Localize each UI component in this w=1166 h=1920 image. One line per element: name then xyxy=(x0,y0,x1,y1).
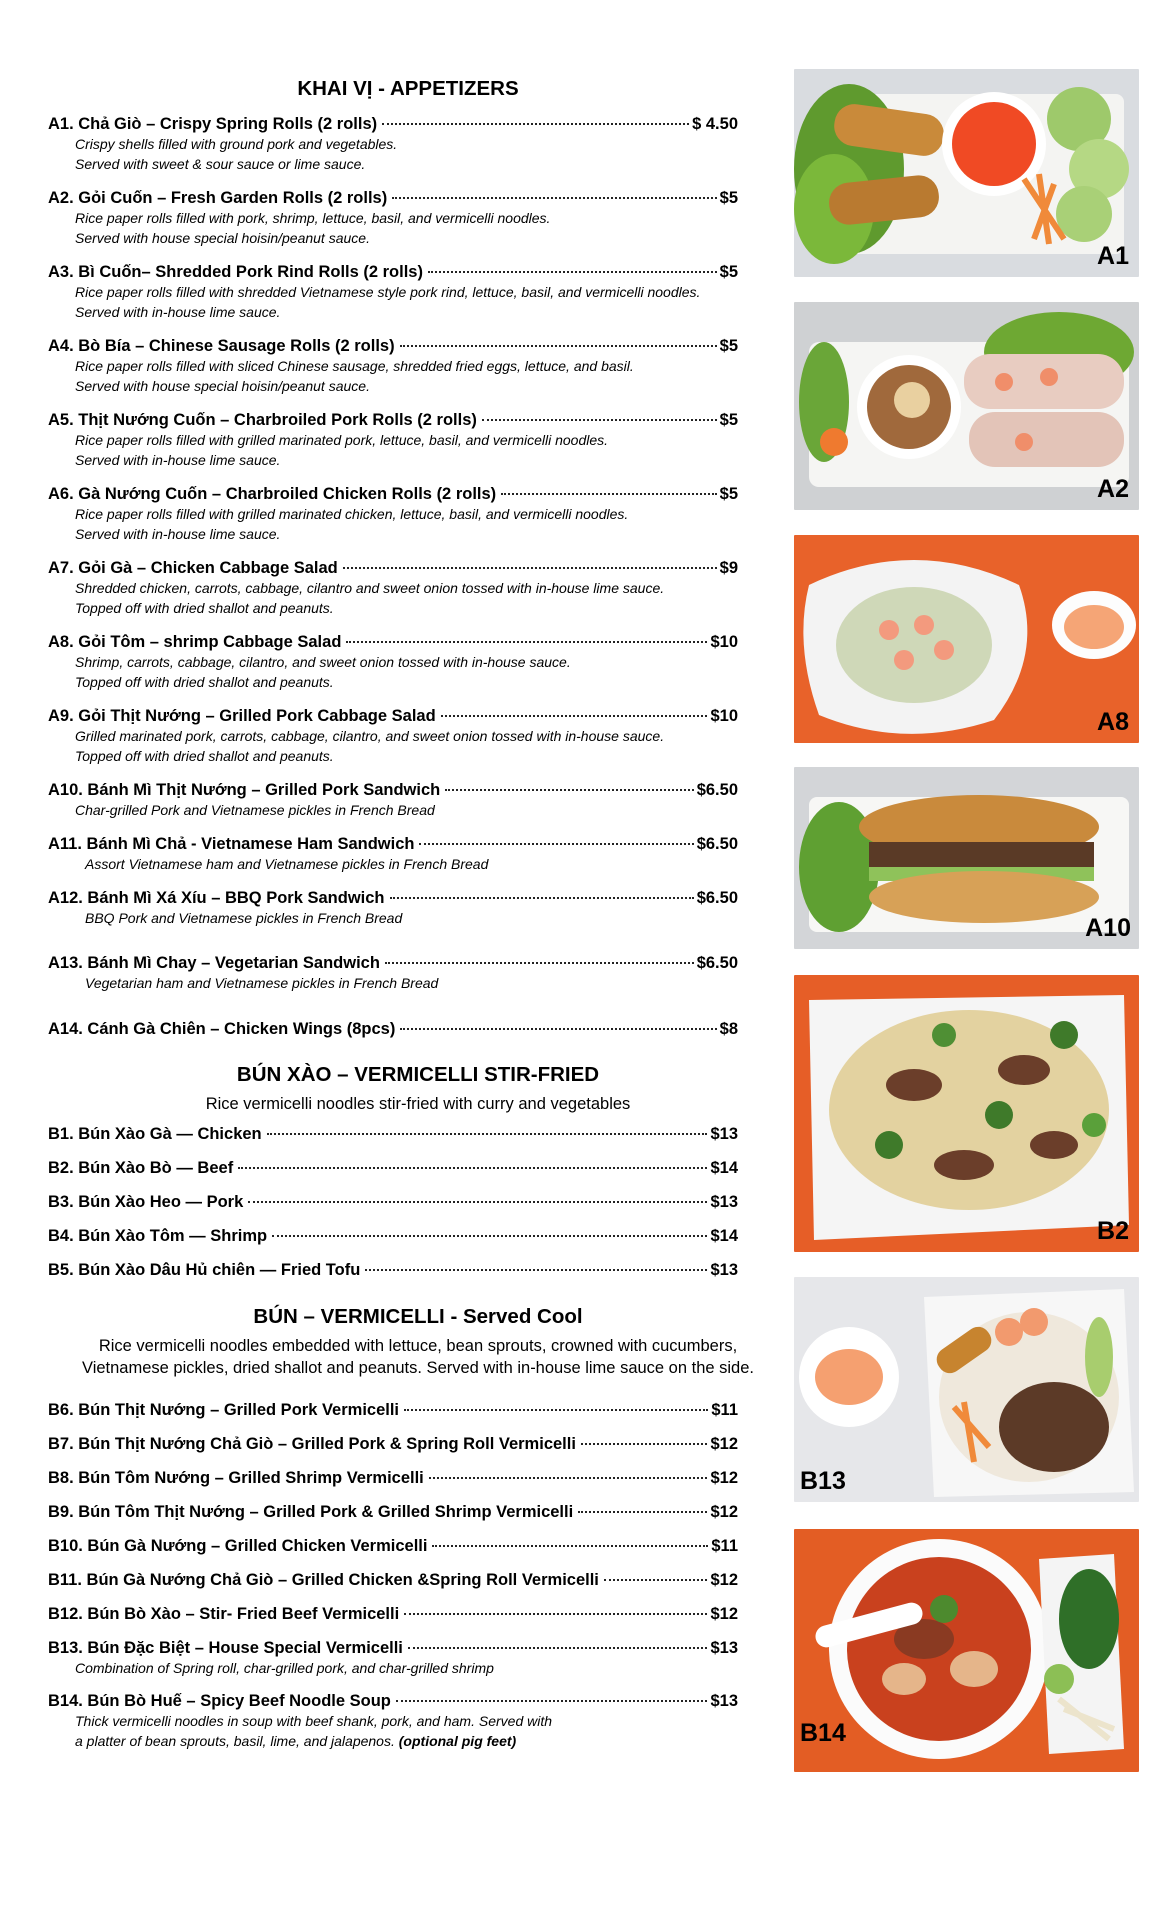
item-price: $14 xyxy=(710,1159,738,1177)
item-desc: Rice paper rolls filled with sliced Chinese sausage, shredded fried eggs, lettuce, and basil. xyxy=(75,358,634,374)
item-price: $12 xyxy=(710,1503,738,1521)
menu-item-a5 xyxy=(48,410,738,484)
menu-item-b6 xyxy=(48,1400,738,1434)
appetizers-section xyxy=(48,77,738,101)
cabbage-salad-image xyxy=(794,535,1139,743)
item-price: $5 xyxy=(719,337,738,355)
item-price: $12 xyxy=(710,1571,738,1589)
stir-fried-vermicelli-image xyxy=(794,975,1139,1252)
item-price: $12 xyxy=(710,1435,738,1453)
menu-item-a9 xyxy=(48,706,738,780)
item-name: B14. Bún Bò Huế – Spicy Beef Noodle Soup xyxy=(48,1692,391,1710)
item-price: $8 xyxy=(719,1020,738,1038)
stirfried-subtitle: Rice vermicelli noodles stir-fried with curry and vegetables xyxy=(205,1095,631,1113)
stirfried-list xyxy=(48,1124,738,1294)
item-name: A8. Gỏi Tôm – shrimp Cabbage Salad xyxy=(48,633,342,651)
item-name: B5. Bún Xào Dâu Hủ chiên — Fried Tofu xyxy=(48,1261,361,1279)
item-name: A9. Gỏi Thịt Nướng – Grilled Pork Cabbage Salad xyxy=(48,707,436,725)
item-price: $5 xyxy=(719,411,738,429)
vermicelli-subtitle: Rice vermicelli noodles embedded with lettuce, bean sprouts, crowned with cucumbers, xyxy=(98,1337,738,1355)
menu-item-a2 xyxy=(48,188,738,262)
item-name: A12. Bánh Mì Xá Xíu – BBQ Pork Sandwich xyxy=(48,889,385,907)
vermicelli-subtitle: Vietnamese pickles, dried shallot and peanuts. Served with in-house lime sauce on the side. xyxy=(81,1359,754,1377)
menu-item-a4 xyxy=(48,336,738,410)
item-price: $10 xyxy=(710,707,738,725)
item-name: A11. Bánh Mì Chả - Vietnamese Ham Sandwich xyxy=(48,835,415,853)
vermicelli-section xyxy=(48,1305,788,1379)
item-name: A6. Gà Nướng Cuốn – Charbroiled Chicken Rolls (2 rolls) xyxy=(48,485,497,503)
menu-item-a14 xyxy=(48,1019,738,1049)
item-price: $10 xyxy=(710,633,738,651)
photo-a2 xyxy=(794,302,1139,510)
menu-item-a12 xyxy=(48,888,738,953)
item-desc: Served with house special hoisin/peanut sauce. xyxy=(75,378,370,394)
menu-item-a3 xyxy=(48,262,738,336)
item-desc xyxy=(75,1731,738,1751)
photo-a8 xyxy=(794,535,1139,743)
item-desc: Grilled marinated pork, carrots, cabbage, cilantro, and sweet onion tossed with in-house sauce. xyxy=(75,728,665,744)
item-name: A10. Bánh Mì Thịt Nướng – Grilled Pork Sandwich xyxy=(48,781,441,799)
photo-label: A8 xyxy=(1097,708,1129,736)
menu-item-a11 xyxy=(48,834,738,888)
menu-item-b1 xyxy=(48,1124,738,1158)
vermicelli-list xyxy=(48,1400,738,1751)
item-desc-text: a platter of bean sprouts, basil, lime, and jalapenos. xyxy=(75,1733,395,1749)
item-name: B10. Bún Gà Nướng – Grilled Chicken Vermicelli xyxy=(48,1537,428,1555)
item-name: B11. Bún Gà Nướng Chả Giò – Grilled Chicken &Spring Roll Vermicelli xyxy=(48,1571,599,1589)
menu-item-b9 xyxy=(48,1502,738,1536)
item-name: A14. Cánh Gà Chiên – Chicken Wings (8pcs) xyxy=(48,1020,396,1038)
item-price: $14 xyxy=(710,1227,738,1245)
menu-item-a1 xyxy=(48,114,738,188)
stirfried-title: BÚN XÀO – VERMICELLI STIR-FRIED xyxy=(236,1063,600,1086)
menu-item-b12 xyxy=(48,1604,738,1638)
menu-item-b11 xyxy=(48,1570,738,1604)
item-name: A4. Bò Bía – Chinese Sausage Rolls (2 rolls) xyxy=(48,337,395,355)
item-desc: Served with house special hoisin/peanut sauce. xyxy=(75,230,370,246)
item-price: $ 4.50 xyxy=(692,115,738,133)
item-desc: Rice paper rolls filled with grilled marinated pork, lettuce, basil, and vermicelli noodles. xyxy=(75,432,609,448)
photo-label: A2 xyxy=(1097,475,1129,503)
fresh-rolls-image xyxy=(794,302,1139,510)
item-name: B2. Bún Xào Bò — Beef xyxy=(48,1159,234,1177)
item-desc: Served with in-house lime sauce. xyxy=(75,526,281,542)
stirfried-section xyxy=(48,1063,788,1115)
item-name: B1. Bún Xào Gà — Chicken xyxy=(48,1125,262,1143)
item-price: $12 xyxy=(710,1469,738,1487)
item-name: A7. Gỏi Gà – Chicken Cabbage Salad xyxy=(48,559,338,577)
item-price: $9 xyxy=(719,559,738,577)
item-desc: Crispy shells filled with ground pork and vegetables. xyxy=(75,136,398,152)
item-desc: Served with in-house lime sauce. xyxy=(75,304,281,320)
item-name: B9. Bún Tôm Thịt Nướng – Grilled Pork & Grilled Shrimp Vermicelli xyxy=(48,1503,574,1521)
photo-b14 xyxy=(794,1529,1139,1772)
menu-item-a13 xyxy=(48,953,738,1019)
item-price: $6.50 xyxy=(696,781,738,799)
menu-item-b13 xyxy=(48,1638,738,1691)
item-desc: Shredded chicken, carrots, cabbage, cilantro and sweet onion tossed with in-house lime sauce. xyxy=(75,580,665,596)
menu-item-b8 xyxy=(48,1468,738,1502)
menu-item-b4 xyxy=(48,1226,738,1260)
photo-label: B13 xyxy=(800,1467,846,1495)
item-desc: Topped off with dried shallot and peanuts. xyxy=(75,748,334,764)
item-desc-note: (optional pig feet) xyxy=(398,1733,517,1749)
item-price: $5 xyxy=(719,485,738,503)
menu-item-b14 xyxy=(48,1691,738,1751)
item-price: $13 xyxy=(710,1193,738,1211)
item-price: $13 xyxy=(710,1125,738,1143)
photo-b13 xyxy=(794,1277,1139,1502)
item-price: $6.50 xyxy=(696,889,738,907)
photo-b2 xyxy=(794,975,1139,1252)
item-price: $13 xyxy=(710,1261,738,1279)
photo-label: A10 xyxy=(1085,914,1131,942)
menu-item-a8 xyxy=(48,632,738,706)
item-price: $13 xyxy=(710,1692,738,1710)
item-name: B13. Bún Đặc Biệt – House Special Vermicelli xyxy=(48,1639,403,1657)
item-price: $6.50 xyxy=(696,835,738,853)
item-name: A2. Gỏi Cuốn – Fresh Garden Rolls (2 rolls) xyxy=(48,189,388,207)
item-name: B4. Bún Xào Tôm — Shrimp xyxy=(48,1227,268,1245)
item-desc: Vegetarian ham and Vietnamese pickles in French Bread xyxy=(85,975,439,991)
photo-a1 xyxy=(794,69,1139,277)
item-desc: Served with sweet & sour sauce or lime sauce. xyxy=(75,156,366,172)
menu-item-a6 xyxy=(48,484,738,558)
menu-item-b2 xyxy=(48,1158,738,1192)
item-desc: Thick vermicelli noodles in soup with beef shank, pork, and ham. Served with xyxy=(75,1713,553,1729)
item-desc: Rice paper rolls filled with pork, shrimp, lettuce, basil, and vermicelli noodles. xyxy=(75,210,551,226)
item-price: $5 xyxy=(719,189,738,207)
item-name: B8. Bún Tôm Nướng – Grilled Shrimp Vermicelli xyxy=(48,1469,424,1487)
item-desc: Combination of Spring roll, char-grilled pork, and char-grilled shrimp xyxy=(75,1660,494,1676)
menu-item-b10 xyxy=(48,1536,738,1570)
photo-a10 xyxy=(794,767,1139,949)
photo-label: B2 xyxy=(1097,1217,1129,1245)
item-name: B6. Bún Thịt Nướng – Grilled Pork Vermicelli xyxy=(48,1401,400,1419)
photo-label: A1 xyxy=(1097,242,1129,270)
item-name: A5. Thịt Nướng Cuốn – Charbroiled Pork Rolls (2 rolls) xyxy=(48,411,477,429)
menu-item-b5 xyxy=(48,1260,738,1294)
menu-item-b7 xyxy=(48,1434,738,1468)
photo-label: B14 xyxy=(800,1719,846,1747)
item-desc: Served with in-house lime sauce. xyxy=(75,452,281,468)
spring-rolls-image xyxy=(794,69,1139,277)
item-price: $11 xyxy=(711,1537,738,1555)
item-desc: BBQ Pork and Vietnamese pickles in French Bread xyxy=(85,910,403,926)
item-price: $11 xyxy=(711,1401,738,1419)
item-desc: Assort Vietnamese ham and Vietnamese pickles in French Bread xyxy=(85,856,489,872)
item-price: $6.50 xyxy=(696,954,738,972)
vermicelli-title: BÚN – VERMICELLI - Served Cool xyxy=(253,1305,583,1328)
item-price: $5 xyxy=(719,263,738,281)
item-price: $13 xyxy=(710,1639,738,1657)
item-name: A13. Bánh Mì Chay – Vegetarian Sandwich xyxy=(48,954,380,972)
item-name: B7. Bún Thịt Nướng Chả Giò – Grilled Pork & Spring Roll Vermicelli xyxy=(48,1435,576,1453)
menu-item-a7 xyxy=(48,558,738,632)
item-name: B12. Bún Bò Xào – Stir- Fried Beef Vermicelli xyxy=(48,1605,400,1623)
appetizers-title: KHAI VỊ - APPETIZERS xyxy=(297,77,519,100)
item-desc: Rice paper rolls filled with grilled marinated chicken, lettuce, basil, and vermicelli noodles. xyxy=(75,506,629,522)
item-desc: Shrimp, carrots, cabbage, cilantro, and sweet onion tossed with in-house sauce. xyxy=(75,654,571,670)
menu-item-b3 xyxy=(48,1192,738,1226)
item-price: $12 xyxy=(710,1605,738,1623)
item-name: B3. Bún Xào Heo — Pork xyxy=(48,1193,244,1211)
item-desc: Char-grilled Pork and Vietnamese pickles in French Bread xyxy=(75,802,435,818)
item-name: A1. Chả Giò – Crispy Spring Rolls (2 rolls) xyxy=(48,115,378,133)
item-desc: Topped off with dried shallot and peanuts. xyxy=(75,600,334,616)
item-name: A3. Bì Cuốn– Shredded Pork Rind Rolls (2 rolls) xyxy=(48,263,423,281)
appetizer-list xyxy=(48,114,738,1049)
menu-item-a10 xyxy=(48,780,738,834)
item-desc: Topped off with dried shallot and peanuts. xyxy=(75,674,334,690)
item-desc: Rice paper rolls filled with shredded Vietnamese style pork rind, lettuce, basil, and vermicelli noodles. xyxy=(75,284,701,300)
